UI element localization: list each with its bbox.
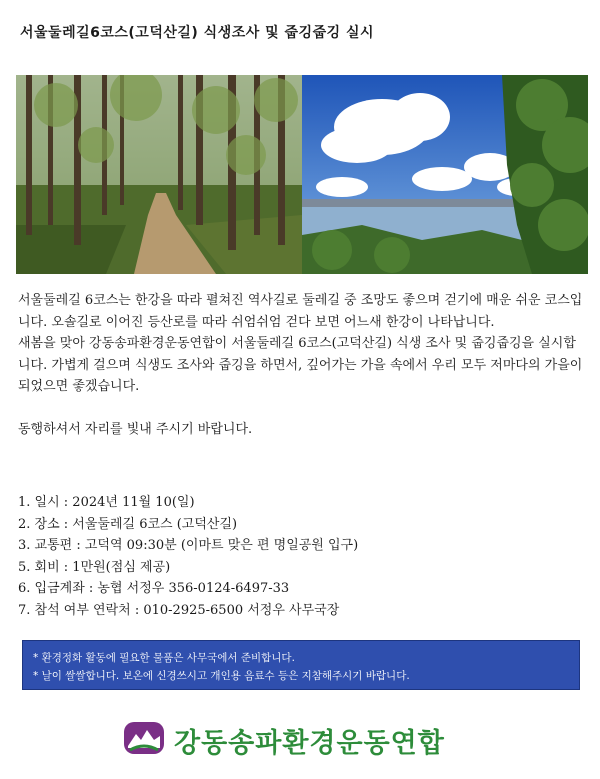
body-text bbox=[18, 290, 586, 441]
detail-place: 2. 장소 : 서울둘레길 6코스 (고덕산길) bbox=[18, 516, 238, 532]
detail-date: 1. 일시 : 2024년 11월 10(일) bbox=[18, 495, 195, 510]
details-list bbox=[18, 492, 358, 622]
forest-trail-photo bbox=[16, 75, 302, 274]
paragraph-event: 새봄을 맞아 강동송파환경운동연합이 서울둘레길 6코스(고덕산길) 식생 조사 및 줍깅줍깅을 실시합니다. 가볍게 걸으며 식생도 조사와 줍깅을 하면서, 깊어가는 가을 속에서 우리 모두 저마다의 가을이 되었으면 좋겠습니다. bbox=[18, 336, 583, 394]
org-name: 강동송파환경운동연합 bbox=[174, 727, 445, 759]
detail-account: 6. 입금계좌 : 농협 서정우 356-0124-6497-33 bbox=[18, 581, 290, 597]
notice-weather: * 날이 쌀쌀합니다. 보온에 신경쓰시고 개인용 음료수 등은 지참해주시기 바랍니다. bbox=[33, 670, 410, 682]
notice-supplies: * 환경정화 활동에 필요한 물품은 사무국에서 준비합니다. bbox=[33, 652, 295, 664]
photo-strip bbox=[16, 75, 588, 274]
han-river-sky-photo bbox=[302, 75, 588, 274]
kfem-logo-icon bbox=[122, 718, 166, 762]
paragraph-intro: 서울둘레길 6코스는 한강을 따라 펼쳐진 역사길로 둘레길 중 조망도 좋으며 걷기에 매운 쉬운 코스입니다. 오솔길로 이어진 등산로를 따라 쉬엄쉬엄 걷다 보면 어느새 한강이 나타납니다. bbox=[18, 293, 583, 330]
notice-box bbox=[22, 640, 580, 690]
detail-fee: 5. 회비 : 1만원(점심 제공) bbox=[18, 559, 171, 575]
detail-transport: 3. 교통편 : 고덕역 09:30분 (이마트 맞은 편 명일공원 입구) bbox=[18, 538, 359, 554]
invitation-line: 동행하셔서 자리를 빛내 주시기 바랍니다. bbox=[18, 422, 253, 437]
footer-logo bbox=[122, 716, 445, 764]
page-title: 서울둘레길6코스(고덕산길) 식생조사 및 줍깅줍깅 실시 bbox=[20, 25, 375, 41]
detail-contact: 7. 참석 여부 연락처 : 010-2925-6500 서정우 사무국장 bbox=[18, 602, 340, 618]
